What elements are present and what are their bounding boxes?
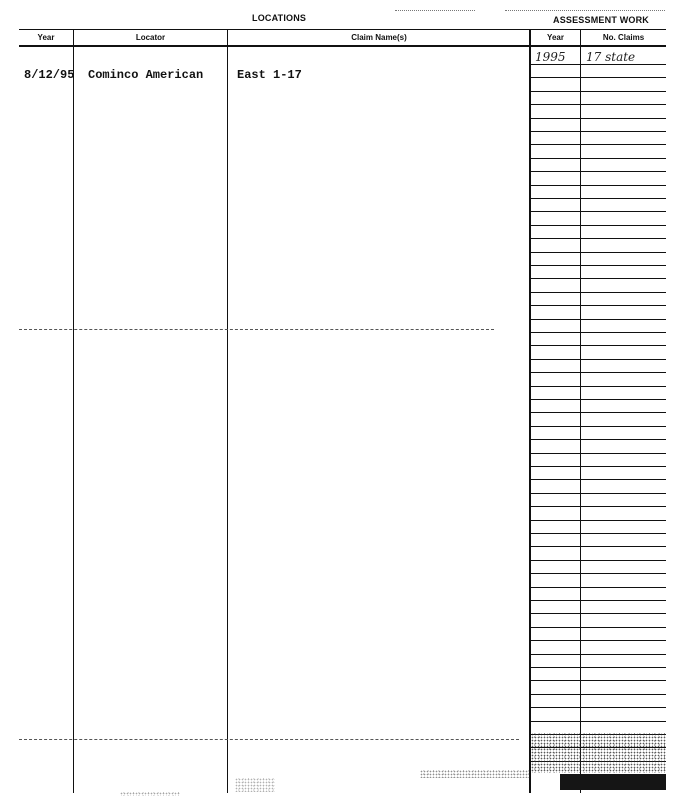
assessment-row-line bbox=[531, 64, 666, 65]
assessment-row-line bbox=[531, 613, 666, 614]
divider-year-locator bbox=[73, 29, 74, 793]
fold-line bbox=[19, 329, 494, 330]
scan-noise-dark bbox=[560, 774, 666, 790]
assessment-row-line bbox=[531, 292, 666, 293]
entry-claim-names: East 1-17 bbox=[237, 68, 302, 82]
scan-noise bbox=[420, 770, 530, 778]
scan-noise bbox=[235, 778, 275, 792]
assessment-row-line bbox=[531, 533, 666, 534]
assessment-row-line bbox=[531, 77, 666, 78]
assessment-row-line bbox=[531, 506, 666, 507]
assessment-row-line bbox=[531, 399, 666, 400]
assessment-row-line bbox=[531, 573, 666, 574]
assessment-row-line bbox=[531, 305, 666, 306]
table-top-border bbox=[19, 29, 666, 30]
assessment-row-line bbox=[531, 252, 666, 253]
assessment-row-line bbox=[531, 278, 666, 279]
assessment-row-line bbox=[531, 211, 666, 212]
assessment-row-line bbox=[531, 359, 666, 360]
entry-locator: Cominco American bbox=[88, 68, 204, 82]
assessment-row-line bbox=[531, 412, 666, 413]
assessment-row-line bbox=[531, 104, 666, 105]
scan-mark bbox=[505, 10, 665, 11]
assessment-row-line bbox=[531, 546, 666, 547]
assessment-row-line bbox=[531, 198, 666, 199]
assessment-row-line bbox=[531, 721, 666, 722]
assessment-row-line bbox=[531, 131, 666, 132]
locations-title: LOCATIONS bbox=[252, 13, 307, 23]
assessment-row-line bbox=[531, 319, 666, 320]
assessment-row-line bbox=[531, 493, 666, 494]
assessment-row-line bbox=[531, 372, 666, 373]
entry-year: 8/12/95 bbox=[24, 68, 75, 82]
assessment-row-line bbox=[531, 439, 666, 440]
col-header-locator: Locator bbox=[135, 33, 166, 42]
assessment-row-line bbox=[531, 386, 666, 387]
fold-line bbox=[19, 739, 519, 740]
assessment-row-line bbox=[531, 238, 666, 239]
col-header-no-claims: No. Claims bbox=[602, 33, 645, 42]
assessment-row-line bbox=[531, 345, 666, 346]
col-header-claim-names: Claim Name(s) bbox=[351, 33, 407, 42]
assessment-row-line bbox=[531, 225, 666, 226]
assessment-entry-year: 1995 bbox=[535, 50, 566, 64]
assessment-row-line bbox=[531, 185, 666, 186]
assessment-row-line bbox=[531, 453, 666, 454]
assessment-entry-no-claims: 17 state bbox=[586, 50, 636, 64]
assessment-row-line bbox=[531, 466, 666, 467]
col-header-year: Year bbox=[37, 33, 55, 42]
assessment-row-line bbox=[531, 118, 666, 119]
assessment-row-line bbox=[531, 332, 666, 333]
assessment-row-line bbox=[531, 144, 666, 145]
assessment-row-line bbox=[531, 627, 666, 628]
scan-noise bbox=[120, 792, 180, 796]
assessment-row-line bbox=[531, 654, 666, 655]
col-header-assessment-year: Year bbox=[547, 33, 564, 42]
assessment-row-line bbox=[531, 680, 666, 681]
assessment-row-line bbox=[531, 158, 666, 159]
assessment-row-line bbox=[531, 560, 666, 561]
header-bottom-border bbox=[19, 45, 666, 47]
assessment-row-line bbox=[531, 426, 666, 427]
assessment-row-line bbox=[531, 694, 666, 695]
divider-locator-claims bbox=[227, 29, 228, 793]
scan-noise bbox=[531, 733, 666, 773]
assessment-row-line bbox=[531, 640, 666, 641]
assessment-row-line bbox=[531, 520, 666, 521]
assessment-row-line bbox=[531, 171, 666, 172]
assessment-row-line bbox=[531, 707, 666, 708]
assessment-row-line bbox=[531, 91, 666, 92]
assessment-row-line bbox=[531, 265, 666, 266]
assessment-row-line bbox=[531, 479, 666, 480]
assessment-row-line bbox=[531, 600, 666, 601]
scan-mark bbox=[395, 10, 475, 11]
assessment-row-line bbox=[531, 587, 666, 588]
assessment-row-line bbox=[531, 667, 666, 668]
assessment-work-title: ASSESSMENT WORK bbox=[553, 15, 650, 25]
